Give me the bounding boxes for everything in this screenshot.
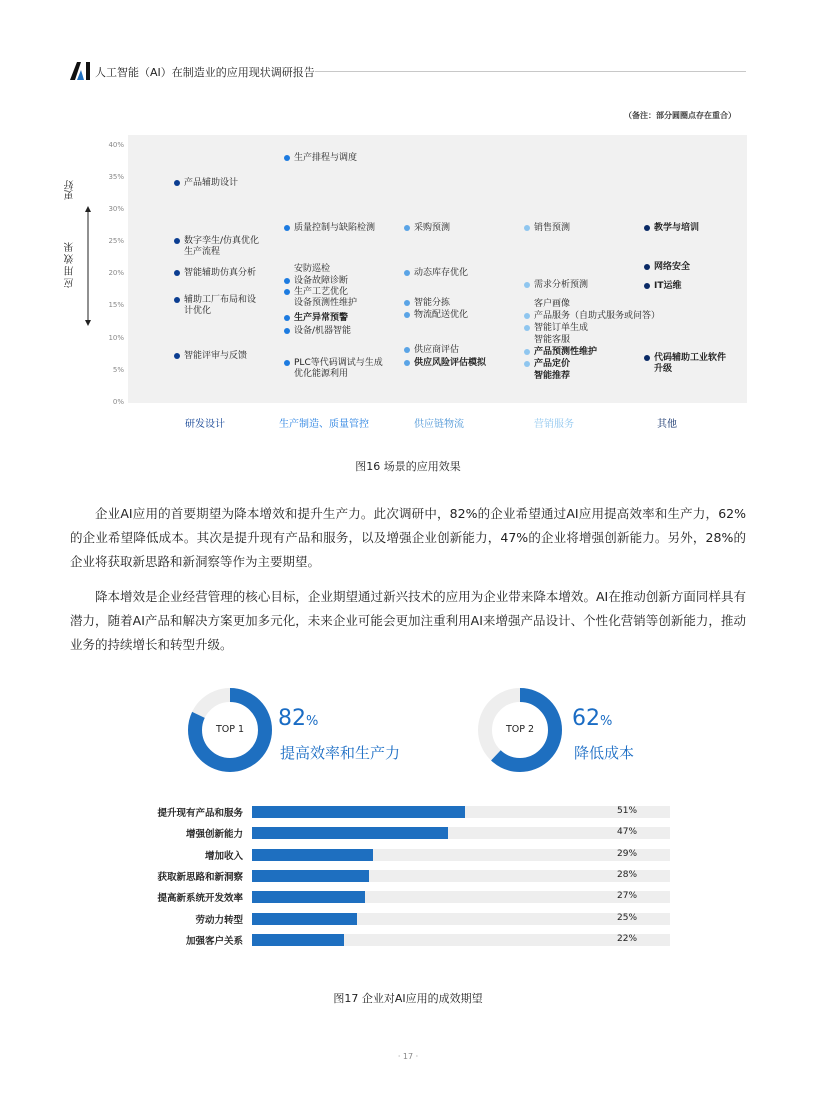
scene-item: 设备预测性维护 [294, 298, 358, 308]
scene-item: 质量控制与缺陷检测 [294, 223, 375, 234]
bar-category-label: 获取新思路和新洞察 [157, 871, 243, 883]
y-tick: 10% [108, 334, 124, 342]
figure17-caption: 图17 企业对AI应用的成效期望 [333, 992, 483, 1005]
scene-item: 数字孪生/仿真优化 生产流程 [184, 236, 259, 258]
scene-item: 供应商评估 [414, 345, 459, 356]
scene-item: 设备/机器智能 [294, 326, 351, 337]
scene-item: 销售预测 [534, 223, 570, 234]
scene-item: 产品定价 [534, 359, 570, 370]
bar-value-label: 47% [617, 827, 638, 838]
category-label: 供应链物流 [414, 419, 464, 430]
scene-item: 网络安全 [654, 262, 690, 273]
bar [252, 806, 465, 818]
bar-value-label: 29% [617, 848, 638, 859]
y-tick: 0% [112, 398, 124, 406]
y-tick: 5% [112, 366, 124, 374]
category-label: 其他 [657, 419, 677, 430]
bar-row [130, 913, 670, 925]
bar [252, 934, 344, 946]
scene-item: 智能订单生成 [534, 323, 588, 334]
scene-item: IT运维 [654, 281, 682, 292]
body-paragraph: 降本增效是企业经营管理的核心目标，企业期望通过新兴技术的应用为企业带来降本增效。AI在推动创新方面同样具有潜力，随着AI产品和解决方案更加多元化，未来企业可能会更加注重利用AI来增强产品设计、个性化营销等创新能力，推动业务的持续增长和转型升级。 [70, 589, 746, 652]
scene-item: 智能客服 [534, 335, 571, 345]
y-tick: 40% [108, 141, 124, 149]
y-tick: 25% [108, 237, 124, 245]
bar-track [252, 891, 670, 903]
top1-label: TOP 1 [215, 724, 245, 735]
category-label: 营销服务 [534, 419, 574, 430]
bar-category-label: 加强客户关系 [185, 935, 243, 947]
bar-value-label: 27% [617, 891, 638, 902]
scene-item: 智能辅助仿真分析 [184, 268, 256, 279]
figure-note: （备注：部分圆圈点存在重合） [624, 111, 736, 120]
bar-track [252, 913, 670, 925]
y-tick: 35% [108, 173, 124, 181]
header-title: 人工智能（AI）在制造业的应用现状调研报告 [95, 66, 315, 79]
bar [252, 913, 357, 925]
top1-text: 提高效率和生产力 [280, 744, 401, 762]
bar-track [252, 870, 670, 882]
scene-item: 生产异常预警 [294, 313, 348, 324]
bar-track [252, 849, 670, 861]
bar-row [130, 806, 670, 818]
scene-item: 物流配送优化 [414, 310, 468, 321]
top1-percent: 82% [278, 706, 319, 731]
bar [252, 827, 448, 839]
scene-item: 代码辅助工业软件 升级 [654, 353, 726, 375]
bar-track [252, 934, 670, 946]
scene-item: 教学与培训 [654, 223, 699, 234]
top2-label: TOP 2 [505, 724, 535, 735]
scene-item: 采购预测 [414, 223, 450, 234]
bar-row [130, 827, 670, 839]
scene-item: 智能推荐 [534, 371, 571, 381]
ai-logo-icon [70, 62, 92, 80]
bar-category-label: 提高新系统开发效率 [157, 893, 243, 905]
scene-item: 生产工艺优化 [294, 287, 348, 298]
scene-item: 产品服务（自助式服务或问答） [534, 311, 660, 322]
page-header [70, 62, 746, 82]
y-axis-better-label: 更好 [65, 180, 76, 200]
scene-item: 产品辅助设计 [184, 178, 238, 189]
y-tick: 15% [108, 301, 124, 309]
category-label: 研发设计 [185, 419, 225, 430]
body-paragraph: 企业AI应用的首要期望为降本增效和提升生产力。此次调研中，82%的企业希望通过AI应用提高效率和生产力，62%的企业希望降低成本。其次是提升现有产品和服务，以及增强企业创新能力，47%的企业将增强创新能力。另外，28%的企业将获取新思路和新洞察等作为主要期望。 [70, 506, 746, 569]
scene-item: 供应风险评估模拟 [414, 358, 486, 369]
top2-text: 降低成本 [574, 744, 635, 762]
scene-item: 产品预测性维护 [534, 347, 597, 358]
bar-track [252, 827, 670, 839]
y-axis-arrow-icon [85, 206, 91, 326]
category-label: 生产制造、质量管控 [279, 419, 369, 430]
bar-row [130, 934, 670, 946]
bar-value-label: 28% [617, 869, 638, 880]
top2-percent: 62% [572, 706, 613, 731]
page-number: · 17 · [397, 1052, 419, 1061]
bar-category-label: 提升现有产品和服务 [157, 808, 243, 819]
bar-row [130, 849, 670, 861]
y-tick: 20% [108, 269, 124, 277]
bar-category-label: 增强创新能力 [185, 829, 243, 841]
bar-value-label: 22% [617, 933, 638, 944]
scene-item: 客户画像 [534, 299, 571, 309]
scene-item: PLC等代码调试与生成 优化能源利用 [294, 358, 383, 380]
y-tick: 30% [108, 205, 124, 213]
bar-value-label: 51% [617, 806, 638, 816]
bar [252, 849, 373, 861]
bar-track [252, 806, 670, 818]
scene-item: 安防巡检 [294, 264, 331, 274]
scene-item: 设备故障诊断 [294, 276, 348, 287]
bar-value-label: 25% [617, 912, 638, 923]
bar-category-label: 劳动力转型 [195, 914, 243, 926]
scene-item: 生产排程与调度 [294, 153, 357, 164]
bar-row [130, 891, 670, 903]
bar-row [130, 870, 670, 882]
figure16-caption: 图16 场景的应用效果 [355, 460, 461, 473]
header-divider [315, 71, 746, 72]
scene-item: 辅助工厂布局和设 计优化 [184, 295, 256, 317]
bar [252, 870, 369, 882]
scene-item: 需求分析预测 [534, 280, 588, 291]
bar-category-label: 增加收入 [204, 850, 243, 862]
scene-item: 智能评审与反馈 [184, 351, 247, 362]
scene-item: 动态库存优化 [414, 268, 468, 279]
y-axis-label: 应用效果 [65, 240, 76, 288]
bar [252, 891, 365, 903]
scene-item: 智能分拣 [414, 298, 450, 309]
